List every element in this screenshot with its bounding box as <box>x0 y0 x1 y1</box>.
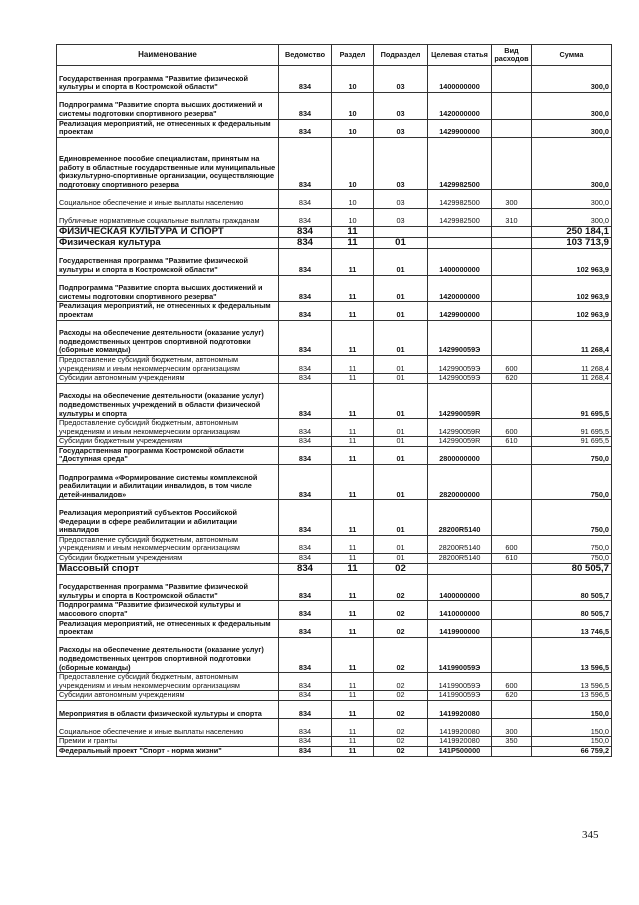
row-razdel: 11 <box>332 320 374 355</box>
row-target-article: 1429900000 <box>428 302 492 320</box>
row-target-article: 28200R5140 <box>428 554 492 564</box>
row-name: Государственная программа Костромской области "Доступная среда" <box>57 446 279 464</box>
table-row <box>57 419 612 437</box>
row-expense-type <box>492 563 532 574</box>
row-expense-type <box>492 237 532 248</box>
row-vedomstvo: 834 <box>279 137 332 190</box>
row-name: Массовый спорт <box>57 563 279 574</box>
row-podrazdel: 01 <box>374 535 428 553</box>
row-expense-type: 620 <box>492 691 532 701</box>
row-name: Федеральный проект "Спорт - норма жизни" <box>57 746 279 756</box>
row-name: Предоставление субсидий бюджетным, автономным учреждениям и иным некоммерческим организациям <box>57 355 279 373</box>
row-razdel: 11 <box>332 374 374 384</box>
row-razdel: 11 <box>332 601 374 619</box>
row-vedomstvo: 834 <box>279 554 332 564</box>
row-amount: 300,0 <box>532 92 612 119</box>
row-amount: 150,0 <box>532 719 612 737</box>
row-vedomstvo: 834 <box>279 437 332 447</box>
row-vedomstvo: 834 <box>279 446 332 464</box>
row-podrazdel: 02 <box>374 574 428 601</box>
row-podrazdel: 01 <box>374 446 428 464</box>
row-razdel: 10 <box>332 66 374 93</box>
row-razdel: 11 <box>332 226 374 237</box>
row-target-article: 142990059R <box>428 437 492 447</box>
row-podrazdel: 02 <box>374 746 428 756</box>
row-expense-type: 600 <box>492 419 532 437</box>
row-name: Подпрограмма "Развитие спорта высших достижений и системы подготовки спортивного резерва" <box>57 92 279 119</box>
row-expense-type <box>492 500 532 535</box>
table-row <box>57 190 612 208</box>
row-podrazdel: 01 <box>374 275 428 302</box>
header-podrazdel: Подраздел <box>374 45 428 66</box>
row-name: Предоставление субсидий бюджетным, автономным учреждениям и иным некоммерческим организациям <box>57 673 279 691</box>
row-vedomstvo: 834 <box>279 563 332 574</box>
row-target-article: 1410000000 <box>428 601 492 619</box>
table-row <box>57 619 612 637</box>
row-vedomstvo: 834 <box>279 248 332 275</box>
row-podrazdel: 01 <box>374 500 428 535</box>
row-expense-type <box>492 700 532 718</box>
row-vedomstvo: 834 <box>279 500 332 535</box>
row-name: Расходы на обеспечение деятельности (оказание услуг) подведомственных центров спортивной подготовки (сборные команды) <box>57 637 279 672</box>
row-expense-type <box>492 92 532 119</box>
row-target-article: 28200R5140 <box>428 500 492 535</box>
table-header-row <box>57 45 612 66</box>
row-name: Единовременное пособие специалистам, принятым на работу в областные государственные или муниципальные физкультурно-спортивные организации, осуществляющие подготовку спортивного резерва <box>57 137 279 190</box>
row-amount: 300,0 <box>532 137 612 190</box>
row-vedomstvo: 834 <box>279 119 332 137</box>
row-expense-type: 610 <box>492 554 532 564</box>
row-target-article: 1400000000 <box>428 66 492 93</box>
row-target-article <box>428 237 492 248</box>
table-row <box>57 746 612 756</box>
row-vedomstvo: 834 <box>279 208 332 226</box>
row-razdel: 10 <box>332 190 374 208</box>
row-podrazdel <box>374 226 428 237</box>
row-amount: 13 596,5 <box>532 673 612 691</box>
row-amount: 91 695,5 <box>532 419 612 437</box>
row-target-article <box>428 563 492 574</box>
row-expense-type <box>492 574 532 601</box>
table-row <box>57 374 612 384</box>
row-amount: 66 759,2 <box>532 746 612 756</box>
row-podrazdel: 01 <box>374 248 428 275</box>
row-name: Предоставление субсидий бюджетным, автономным учреждениям и иным некоммерческим организациям <box>57 535 279 553</box>
table-row <box>57 355 612 373</box>
row-razdel: 11 <box>332 563 374 574</box>
row-name: ФИЗИЧЕСКАЯ КУЛЬТУРА И СПОРТ <box>57 226 279 237</box>
row-razdel: 11 <box>332 673 374 691</box>
header-amount: Сумма <box>532 45 612 66</box>
row-name: Государственная программа "Развитие физической культуры и спорта в Костромской области" <box>57 66 279 93</box>
row-name: Подпрограмма "Развитие физической культуры и массового спорта" <box>57 601 279 619</box>
row-vedomstvo: 834 <box>279 746 332 756</box>
row-vedomstvo: 834 <box>279 320 332 355</box>
row-expense-type <box>492 601 532 619</box>
row-amount: 750,0 <box>532 465 612 500</box>
row-razdel: 11 <box>332 437 374 447</box>
table-row <box>57 383 612 418</box>
row-podrazdel: 03 <box>374 137 428 190</box>
row-target-article: 142990059R <box>428 383 492 418</box>
row-razdel: 11 <box>332 248 374 275</box>
table-row <box>57 554 612 564</box>
row-amount: 300,0 <box>532 190 612 208</box>
row-vedomstvo: 834 <box>279 374 332 384</box>
row-target-article: 28200R5140 <box>428 535 492 553</box>
row-razdel: 11 <box>332 691 374 701</box>
table-row <box>57 66 612 93</box>
row-target-article: 141990059Э <box>428 637 492 672</box>
row-podrazdel: 02 <box>374 737 428 747</box>
row-target-article: 141990059Э <box>428 691 492 701</box>
row-expense-type: 600 <box>492 535 532 553</box>
row-razdel: 11 <box>332 637 374 672</box>
table-row <box>57 737 612 747</box>
row-razdel: 11 <box>332 719 374 737</box>
table-row <box>57 208 612 226</box>
row-target-article: 142990059Э <box>428 320 492 355</box>
page-number: 345 <box>582 829 599 841</box>
header-expense-type: Вид расходов <box>492 45 532 66</box>
table-row <box>57 320 612 355</box>
row-amount: 11 268,4 <box>532 355 612 373</box>
row-amount: 80 505,7 <box>532 574 612 601</box>
row-target-article: 1420000000 <box>428 275 492 302</box>
row-vedomstvo: 834 <box>279 535 332 553</box>
row-target-article: 1429982500 <box>428 208 492 226</box>
row-expense-type <box>492 226 532 237</box>
row-amount: 13 596,5 <box>532 637 612 672</box>
row-amount: 750,0 <box>532 446 612 464</box>
row-podrazdel: 01 <box>374 437 428 447</box>
row-amount: 300,0 <box>532 119 612 137</box>
table-row <box>57 437 612 447</box>
row-target-article: 142990059R <box>428 419 492 437</box>
row-vedomstvo: 834 <box>279 383 332 418</box>
row-razdel: 11 <box>332 383 374 418</box>
row-expense-type <box>492 619 532 637</box>
table-row <box>57 500 612 535</box>
row-podrazdel: 02 <box>374 637 428 672</box>
row-razdel: 10 <box>332 92 374 119</box>
row-target-article: 1419920080 <box>428 700 492 718</box>
row-name: Расходы на обеспечение деятельности (оказание услуг) подведомственных учреждений в области физической культуры и спорта <box>57 383 279 418</box>
row-vedomstvo: 834 <box>279 465 332 500</box>
row-expense-type <box>492 66 532 93</box>
table-row <box>57 535 612 553</box>
row-podrazdel: 01 <box>374 383 428 418</box>
table-row <box>57 574 612 601</box>
row-expense-type <box>492 637 532 672</box>
row-name: Подпрограмма "Развитие спорта высших достижений и системы подготовки спортивного резерва" <box>57 275 279 302</box>
row-expense-type <box>492 275 532 302</box>
row-name: Субсидии автономным учреждениям <box>57 374 279 384</box>
budget-table <box>56 44 612 757</box>
row-expense-type: 300 <box>492 190 532 208</box>
row-amount: 91 695,5 <box>532 437 612 447</box>
row-target-article: 142990059Э <box>428 355 492 373</box>
row-target-article: 1429982500 <box>428 137 492 190</box>
row-amount: 11 268,4 <box>532 320 612 355</box>
header-name: Наименование <box>57 45 279 66</box>
row-target-article: 142990059Э <box>428 374 492 384</box>
row-amount: 300,0 <box>532 66 612 93</box>
row-razdel: 11 <box>332 554 374 564</box>
row-vedomstvo: 834 <box>279 275 332 302</box>
row-amount: 102 963,9 <box>532 302 612 320</box>
table-row <box>57 446 612 464</box>
row-vedomstvo: 834 <box>279 737 332 747</box>
row-expense-type <box>492 383 532 418</box>
row-vedomstvo: 834 <box>279 237 332 248</box>
row-vedomstvo: 834 <box>279 92 332 119</box>
row-vedomstvo: 834 <box>279 601 332 619</box>
row-expense-type <box>492 465 532 500</box>
row-vedomstvo: 834 <box>279 419 332 437</box>
row-expense-type: 310 <box>492 208 532 226</box>
row-vedomstvo: 834 <box>279 619 332 637</box>
row-expense-type <box>492 119 532 137</box>
row-vedomstvo: 834 <box>279 226 332 237</box>
row-razdel: 11 <box>332 275 374 302</box>
row-name: Премии и гранты <box>57 737 279 747</box>
row-razdel: 11 <box>332 446 374 464</box>
row-razdel: 11 <box>332 574 374 601</box>
table-row <box>57 465 612 500</box>
row-razdel: 11 <box>332 700 374 718</box>
row-razdel: 11 <box>332 746 374 756</box>
row-target-article: 1429900000 <box>428 119 492 137</box>
row-expense-type <box>492 137 532 190</box>
row-podrazdel: 03 <box>374 66 428 93</box>
row-name: Публичные нормативные социальные выплаты гражданам <box>57 208 279 226</box>
row-target-article: 2800000000 <box>428 446 492 464</box>
row-razdel: 11 <box>332 465 374 500</box>
row-expense-type <box>492 446 532 464</box>
row-amount: 102 963,9 <box>532 275 612 302</box>
row-vedomstvo: 834 <box>279 673 332 691</box>
row-target-article: 1400000000 <box>428 574 492 601</box>
row-name: Предоставление субсидий бюджетным, автономным учреждениям и иным некоммерческим организациям <box>57 419 279 437</box>
row-expense-type: 600 <box>492 355 532 373</box>
row-target-article: 2820000000 <box>428 465 492 500</box>
row-podrazdel: 02 <box>374 619 428 637</box>
row-razdel: 10 <box>332 119 374 137</box>
row-podrazdel: 02 <box>374 719 428 737</box>
table-row <box>57 637 612 672</box>
row-podrazdel: 01 <box>374 302 428 320</box>
row-podrazdel: 02 <box>374 691 428 701</box>
row-amount: 11 268,4 <box>532 374 612 384</box>
row-amount: 102 963,9 <box>532 248 612 275</box>
row-amount: 150,0 <box>532 700 612 718</box>
row-amount: 750,0 <box>532 500 612 535</box>
row-razdel: 11 <box>332 619 374 637</box>
row-podrazdel: 01 <box>374 237 428 248</box>
row-name: Физическая культура <box>57 237 279 248</box>
row-name: Реализация мероприятий субъектов Российской Федерации в сфере реабилитации и абилитации инвалидов <box>57 500 279 535</box>
table-row <box>57 700 612 718</box>
row-podrazdel: 02 <box>374 673 428 691</box>
row-expense-type: 620 <box>492 374 532 384</box>
row-amount: 80 505,7 <box>532 563 612 574</box>
row-amount: 13 596,5 <box>532 691 612 701</box>
row-amount: 250 184,1 <box>532 226 612 237</box>
row-target-article: 1419900000 <box>428 619 492 637</box>
row-vedomstvo: 834 <box>279 302 332 320</box>
table-row <box>57 719 612 737</box>
table-row <box>57 275 612 302</box>
row-vedomstvo: 834 <box>279 355 332 373</box>
row-name: Субсидии бюджетным учреждениям <box>57 554 279 564</box>
table-row <box>57 563 612 574</box>
table-row <box>57 248 612 275</box>
row-podrazdel: 02 <box>374 700 428 718</box>
row-razdel: 11 <box>332 355 374 373</box>
row-vedomstvo: 834 <box>279 190 332 208</box>
row-name: Субсидии бюджетным учреждениям <box>57 437 279 447</box>
row-amount: 13 746,5 <box>532 619 612 637</box>
row-target-article: 141P500000 <box>428 746 492 756</box>
row-target-article: 1400000000 <box>428 248 492 275</box>
row-podrazdel: 01 <box>374 419 428 437</box>
row-razdel: 11 <box>332 419 374 437</box>
header-razdel: Раздел <box>332 45 374 66</box>
row-expense-type <box>492 746 532 756</box>
table-row <box>57 691 612 701</box>
table-row <box>57 226 612 237</box>
row-expense-type: 600 <box>492 673 532 691</box>
row-vedomstvo: 834 <box>279 574 332 601</box>
row-podrazdel: 03 <box>374 119 428 137</box>
row-razdel: 10 <box>332 137 374 190</box>
row-podrazdel: 02 <box>374 601 428 619</box>
row-name: Мероприятия в области физической культуры и спорта <box>57 700 279 718</box>
table-row <box>57 237 612 248</box>
row-amount: 750,0 <box>532 554 612 564</box>
row-target-article <box>428 226 492 237</box>
row-expense-type <box>492 302 532 320</box>
row-name: Расходы на обеспечение деятельности (оказание услуг) подведомственных центров спортивной подготовки (сборные команды) <box>57 320 279 355</box>
row-podrazdel: 02 <box>374 563 428 574</box>
row-name: Подпрограмма «Формирование системы комплексной реабилитации и абилитации инвалидов, в том числе детей-инвалидов» <box>57 465 279 500</box>
row-target-article: 1419920080 <box>428 737 492 747</box>
row-razdel: 11 <box>332 737 374 747</box>
row-razdel: 11 <box>332 237 374 248</box>
table-row <box>57 673 612 691</box>
header-target-article: Целевая статья <box>428 45 492 66</box>
row-podrazdel: 01 <box>374 554 428 564</box>
row-target-article: 1419920080 <box>428 719 492 737</box>
row-target-article: 141990059Э <box>428 673 492 691</box>
row-podrazdel: 01 <box>374 355 428 373</box>
row-podrazdel: 01 <box>374 374 428 384</box>
row-expense-type <box>492 248 532 275</box>
row-podrazdel: 01 <box>374 465 428 500</box>
table-row <box>57 302 612 320</box>
row-target-article: 1420000000 <box>428 92 492 119</box>
row-amount: 91 695,5 <box>532 383 612 418</box>
table-row <box>57 601 612 619</box>
row-razdel: 11 <box>332 302 374 320</box>
row-vedomstvo: 834 <box>279 700 332 718</box>
row-name: Реализация мероприятий, не отнесенных к федеральным проектам <box>57 619 279 637</box>
row-name: Социальное обеспечение и иные выплаты населению <box>57 190 279 208</box>
row-podrazdel: 03 <box>374 92 428 119</box>
row-podrazdel: 01 <box>374 320 428 355</box>
row-razdel: 11 <box>332 535 374 553</box>
row-name: Государственная программа "Развитие физической культуры и спорта в Костромской области" <box>57 248 279 275</box>
row-podrazdel: 03 <box>374 190 428 208</box>
table-row <box>57 119 612 137</box>
row-amount: 80 505,7 <box>532 601 612 619</box>
row-razdel: 10 <box>332 208 374 226</box>
row-amount: 150,0 <box>532 737 612 747</box>
row-vedomstvo: 834 <box>279 66 332 93</box>
table-row <box>57 137 612 190</box>
row-vedomstvo: 834 <box>279 637 332 672</box>
header-vedomstvo: Ведомство <box>279 45 332 66</box>
row-name: Социальное обеспечение и иные выплаты населению <box>57 719 279 737</box>
row-amount: 300,0 <box>532 208 612 226</box>
row-vedomstvo: 834 <box>279 719 332 737</box>
row-amount: 750,0 <box>532 535 612 553</box>
row-expense-type: 300 <box>492 719 532 737</box>
row-name: Реализация мероприятий, не отнесенных к федеральным проектам <box>57 302 279 320</box>
row-podrazdel: 03 <box>374 208 428 226</box>
table-row <box>57 92 612 119</box>
row-expense-type <box>492 320 532 355</box>
row-amount: 103 713,9 <box>532 237 612 248</box>
row-vedomstvo: 834 <box>279 691 332 701</box>
row-target-article: 1429982500 <box>428 190 492 208</box>
row-name: Реализация мероприятий, не отнесенных к федеральным проектам <box>57 119 279 137</box>
row-name: Субсидии автономным учреждениям <box>57 691 279 701</box>
row-expense-type: 610 <box>492 437 532 447</box>
row-expense-type: 350 <box>492 737 532 747</box>
row-razdel: 11 <box>332 500 374 535</box>
row-name: Государственная программа "Развитие физической культуры и спорта в Костромской области" <box>57 574 279 601</box>
